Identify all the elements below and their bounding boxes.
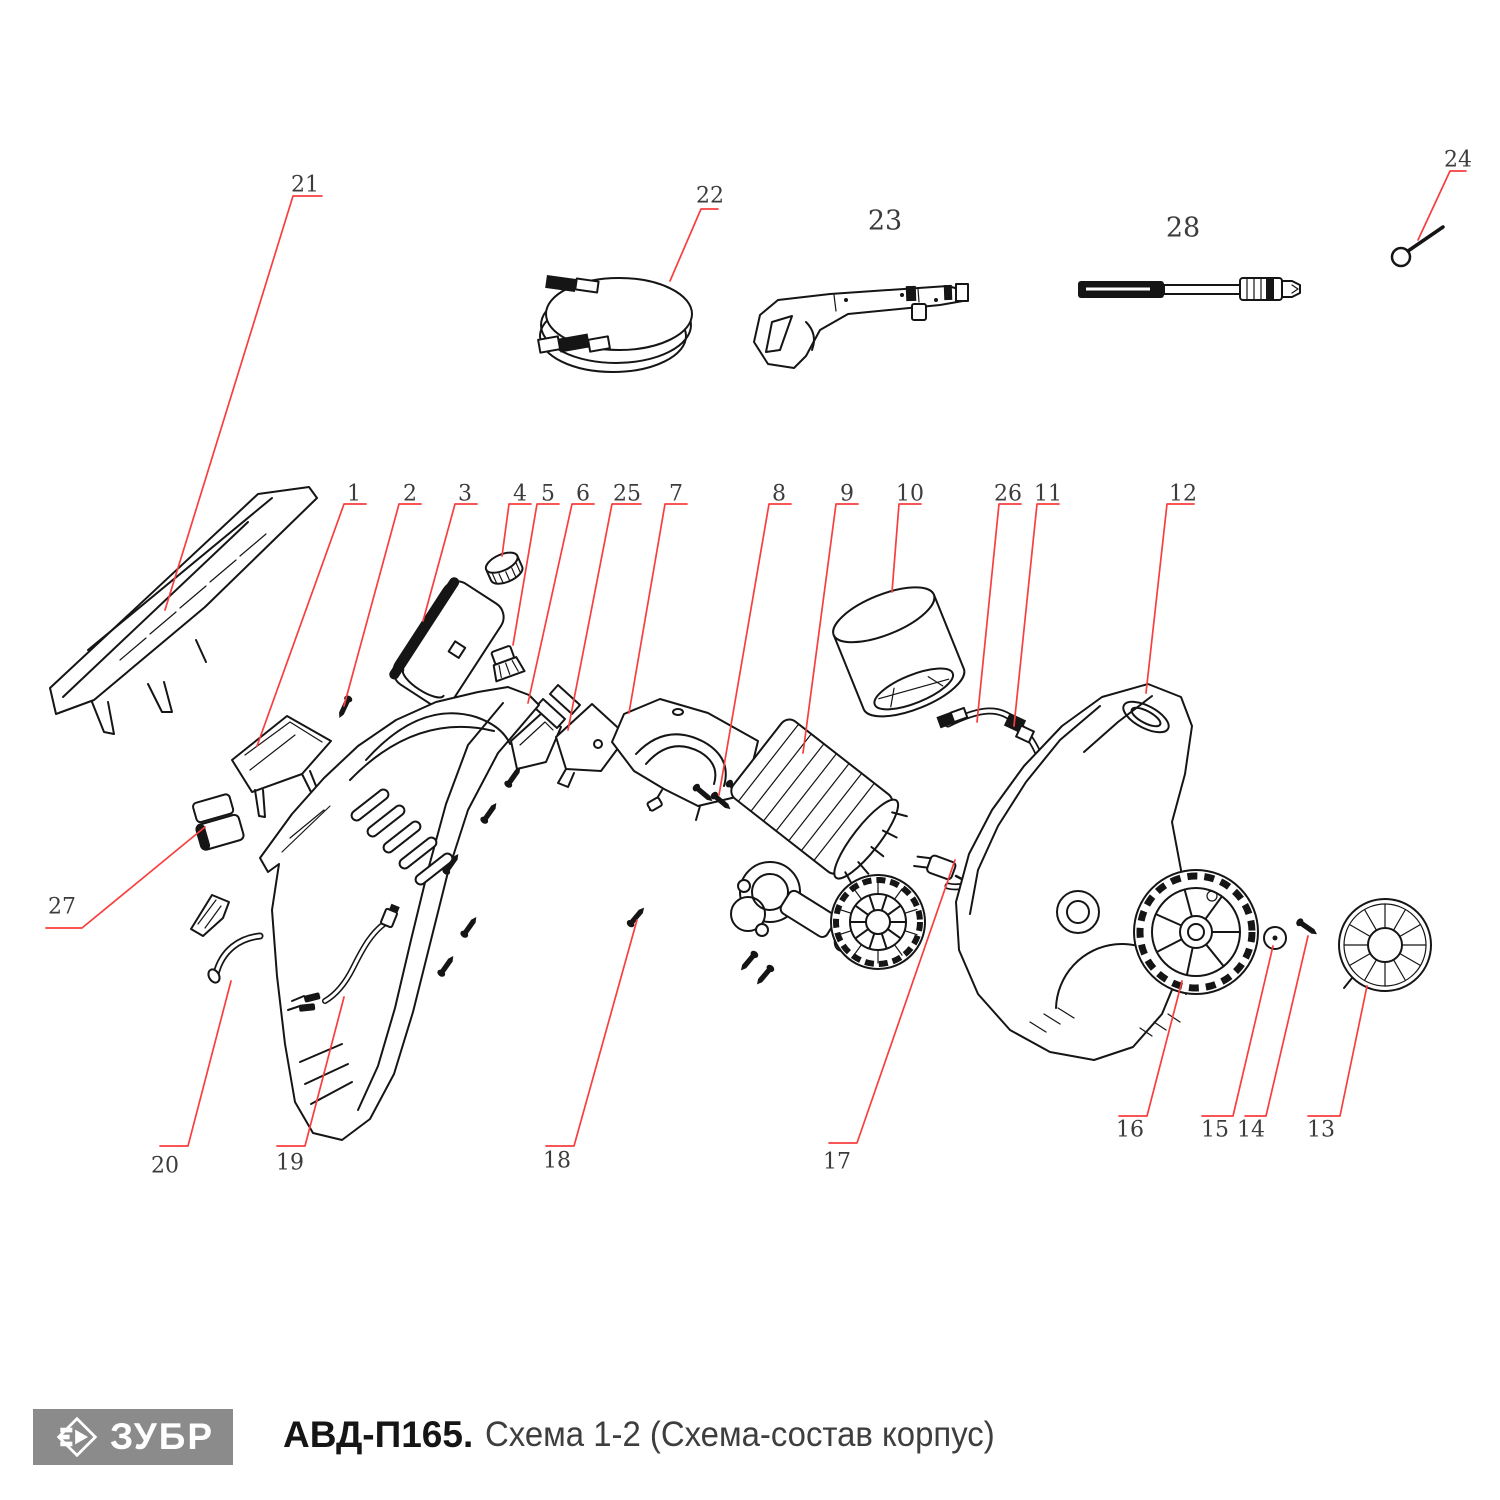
leader-line-4 [502,504,531,556]
part-label-23: 23 [867,205,903,237]
part-label-8: 8 [772,481,786,507]
leader-line-22 [670,209,718,281]
footer-title [283,1405,1027,1465]
part-label-6: 6 [576,481,590,507]
leader-line-20 [160,981,231,1146]
part-labels [46,148,1472,1179]
part-label-11: 11 [1034,481,1062,507]
leader-line-25 [568,504,641,730]
zubr-diamond-icon [52,1412,102,1462]
leader-line-10 [892,504,921,592]
part-label-4: 4 [513,481,527,507]
leader-line-7 [629,504,687,713]
part-label-1: 1 [347,481,361,507]
part-label-18: 18 [543,1148,571,1174]
part-28-lance [1078,278,1300,300]
part-5-suction-fitting [486,644,524,682]
part-12-rear-housing [956,684,1192,1060]
part-2-screw [336,694,354,719]
leader-line-18 [546,920,637,1146]
part-label-19: 19 [276,1150,304,1176]
brand-name: ЗУБР [109,1416,215,1457]
footer-bar [0,1395,1500,1485]
part-21-top-cover-panel [50,487,317,734]
part-label-16: 16 [1116,1117,1144,1143]
brand-logo-box [33,1409,233,1465]
leader-line-11 [1014,504,1059,726]
part-label-22: 22 [696,183,724,209]
part-label-3: 3 [458,481,472,507]
part-14-screw [1295,917,1320,938]
leader-line-26 [977,504,1021,722]
part-label-21: 21 [291,172,319,198]
part-label-12: 12 [1169,481,1197,507]
part-label-7: 7 [669,481,683,507]
part-label-14: 14 [1237,1117,1265,1143]
part-16-wheel [1134,870,1258,994]
leader-line-6 [528,504,594,703]
leader-line-12 [1146,504,1194,693]
part-23-spray-gun [754,284,968,368]
part-label-24: 24 [1444,147,1472,173]
model-name: АВД-П165. [283,1414,474,1455]
part-13-hubcap [1339,899,1431,991]
part-label-13: 13 [1307,1117,1335,1143]
part-label-17: 17 [823,1149,851,1175]
part-4-tank-cap [483,548,525,587]
part-label-5: 5 [541,481,555,507]
part-7-inner-panel [612,699,758,820]
part-27-blocks [189,793,245,851]
part-label-9: 9 [840,481,854,507]
part-label-20: 20 [151,1153,179,1179]
part-label-2: 2 [403,481,417,507]
part-15-washer [1264,927,1286,949]
part-10-motor-shroud [826,576,971,728]
part-22-high-pressure-hose [538,275,692,372]
part-label-26: 26 [994,481,1022,507]
part-label-28: 28 [1165,212,1201,244]
part-9-motor-pump [727,716,925,969]
part-label-15: 15 [1201,1117,1229,1143]
part-label-25: 25 [613,481,641,507]
part-20-tube [191,895,260,985]
leader-line-13 [1308,986,1367,1116]
part-label-27: 27 [48,894,76,920]
scheme-subtitle: Схема 1-2 (Схема-состав корпус) [485,1415,995,1454]
motor-fan [831,875,925,969]
part-24-nozzle-cleaning-needle [1392,227,1443,266]
part-label-10: 10 [896,481,924,507]
